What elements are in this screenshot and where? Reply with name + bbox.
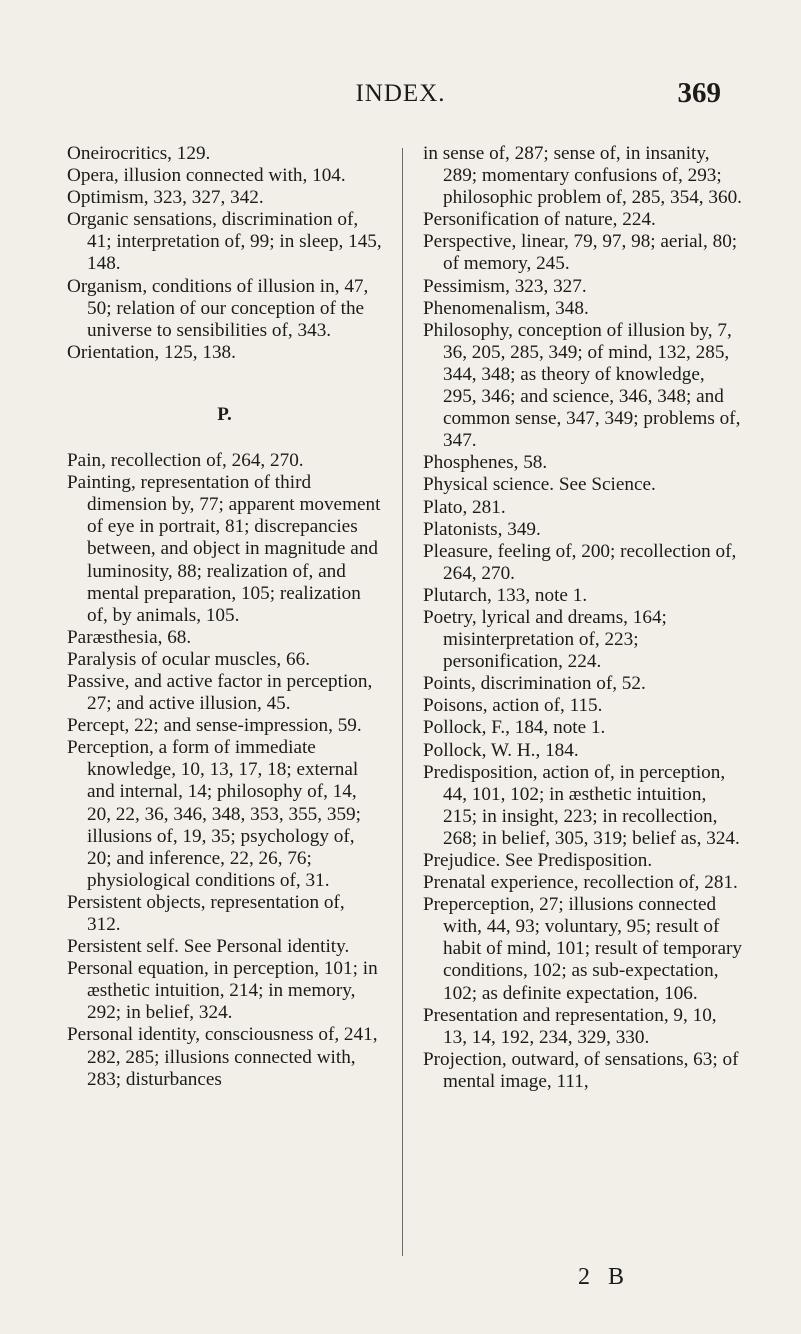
index-entry: Organic sensations, discrimination of, 41; interpretation of, 99; in sleep, 145, 148. bbox=[67, 209, 382, 275]
index-entry: Perspective, linear, 79, 97, 98; aerial, 80; of memory, 245. bbox=[423, 231, 738, 275]
index-entry: Pollock, W. H., 184. bbox=[423, 739, 579, 761]
index-entry: Pain, recollection of, 264, 270. bbox=[67, 450, 304, 472]
column-divider bbox=[402, 148, 403, 1256]
index-entry: Presentation and representation, 9, 10, 13, 14, 192, 234, 329, 330. bbox=[423, 1004, 717, 1048]
left-column bbox=[67, 143, 382, 1091]
index-entry: Plato, 281. bbox=[423, 496, 506, 518]
index-entry: Physical science. See Science. bbox=[423, 474, 656, 496]
index-entry: Persistent self. See Personal identity. bbox=[67, 936, 350, 958]
index-entry: Projection, outward, of sensations, 63; of mental image, 111, bbox=[423, 1048, 739, 1092]
index-entry: Plutarch, 133, note 1. bbox=[423, 584, 588, 606]
index-entry: Prejudice. See Predisposition. bbox=[423, 850, 653, 871]
index-entry: Prenatal experience, recollection of, 281. bbox=[423, 872, 738, 894]
index-entry: Poetry, lyrical and dreams, 164; misinterpretation of, 223; personification, 224. bbox=[423, 606, 667, 673]
index-entry: Personal identity, consciousness of, 241, 282, 285; illusions connected with, 283; disturbances bbox=[67, 1024, 378, 1090]
index-entry: Passive, and active factor in perception, 27; and active illusion, 45. bbox=[67, 670, 373, 715]
index-entry: Paræsthesia, 68. bbox=[67, 626, 192, 648]
right-column bbox=[423, 143, 743, 1093]
index-entry: Orientation, 125, 138. bbox=[67, 341, 236, 363]
index-entry: Pollock, F., 184, note 1. bbox=[423, 717, 606, 739]
index-entry: Points, discrimination of, 52. bbox=[423, 673, 646, 695]
index-entry: Organism, conditions of illusion in, 47, 50; relation of our conception of the universe to sensibilities of, 343. bbox=[67, 275, 369, 341]
right-entries bbox=[423, 143, 743, 1093]
index-entry: Persistent objects, representation of, 312. bbox=[67, 891, 345, 935]
index-entry: Pleasure, feeling of, 200; recollection of, 264, 270. bbox=[423, 540, 737, 584]
running-title: INDEX. bbox=[355, 80, 446, 107]
index-entry: Phenomenalism, 348. bbox=[423, 297, 589, 319]
signature-mark: 2 B bbox=[578, 1264, 631, 1290]
index-entry: Personal equation, in perception, 101; in æsthetic intuition, 214; in memory, 292; in belief, 324. bbox=[67, 958, 378, 1024]
index-entry: Perception, a form of immediate knowledge, 10, 13, 17, 18; external and internal, 14; philosophy of, 14, 20, 22, 36, 346, 348, 353, 355, 359; illusions of, 19, 35; psychology of, 20; and inference, 22, 26, 76; physiological conditions of, 31. bbox=[67, 737, 361, 891]
index-entry: in sense of, 287; sense of, in insanity, 289; momentary confusions of, 293; philosophic problem of, 285, 354, 360. bbox=[423, 143, 742, 209]
index-entry: Preperception, 27; illusions connected with, 44, 93; voluntary, 95; result of habit of mind, 101; result of temporary conditions, 102; as sub-expectation, 102; as definite expectation, 106. bbox=[423, 894, 742, 1004]
left-entries-after bbox=[67, 450, 382, 1091]
index-entry: Optimism, 323, 327, 342. bbox=[67, 187, 264, 209]
index-entry: Paralysis of ocular muscles, 66. bbox=[67, 648, 310, 670]
index-entry: Opera, illusion connected with, 104. bbox=[67, 165, 346, 187]
index-entry: Predisposition, action of, in perception, 44, 101, 102; in æsthetic intuition, 215; in insight, 223; in recollection, 268; in belief, 305, 319; belief as, 324. bbox=[423, 761, 740, 849]
index-entry: Pessimism, 323, 327. bbox=[423, 275, 587, 297]
page-number: 369 bbox=[677, 77, 721, 109]
index-entry: Percept, 22; and sense-impression, 59. bbox=[67, 715, 362, 737]
index-entry: Painting, representation of third dimension by, 77; apparent movement of eye in portrait, 81; discrepancies between, and object in magnitude and luminosity, 88; realization of, and mental preparation, 105; realization of, by animals, 105. bbox=[67, 472, 381, 626]
left-entries-before bbox=[67, 143, 382, 364]
index-entry: Personification of nature, 224. bbox=[423, 209, 656, 231]
index-entry: Phosphenes, 58. bbox=[423, 452, 548, 474]
index-entry: Philosophy, conception of illusion by, 7, 36, 205, 285, 349; of mind, 132, 285, 344, 348; as theory of knowledge, 295, 346; and science, 346, 348; and common sense, 347, 349; problems of, 347. bbox=[423, 319, 741, 452]
index-entry: Platonists, 349. bbox=[423, 518, 541, 540]
section-letter: P. bbox=[217, 403, 232, 425]
index-entry: Poisons, action of, 115. bbox=[423, 695, 603, 717]
index-entry: Oneirocritics, 129. bbox=[67, 143, 211, 164]
